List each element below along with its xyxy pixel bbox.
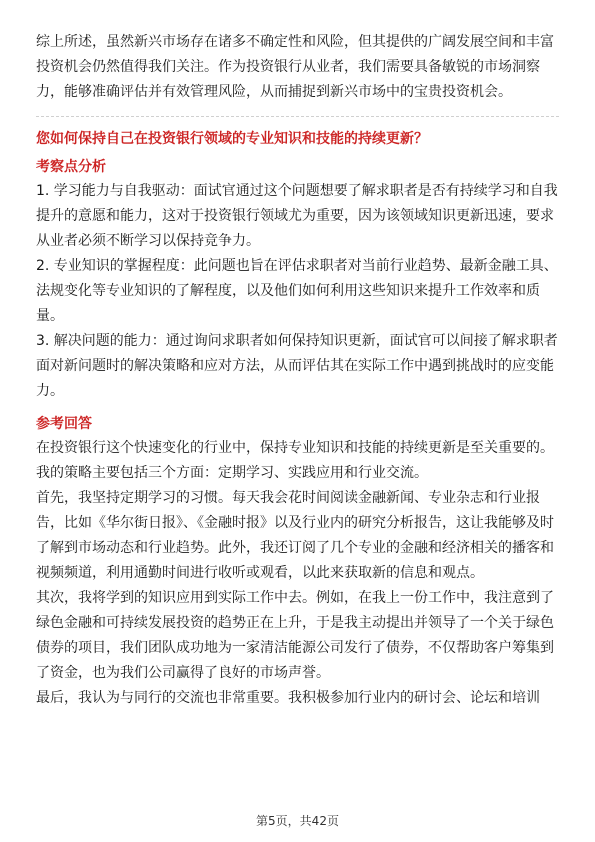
page-number: 第5页，共42页 — [256, 814, 339, 828]
question-title: 您如何保持自己在投资银行领域的专业知识和技能的持续更新？ — [36, 131, 428, 147]
analysis-heading: 考察点分析 — [36, 159, 106, 175]
answer-paragraph: 首先，我坚持定期学习的习惯。每天我会花时间阅读金融新闻、专业杂志和行业报告，比如《华尔街日报》、《金融时报》以及行业内的研究分析报告，这让我能够及时了解到市场动态和行业趋势。此外，我还订阅了几个专业的金融和经济相关的播客和视频频道，利用通勤时间进行收听或观看，以此来获取新的信息和观点。 — [36, 490, 554, 581]
analysis-point: 1. 学习能力与自我驱动：面试官通过这个问题想要了解求职者是否有持续学习和自我提升的意愿和能力，这对于投资银行领域尤为重要，因为该领域知识更新迅速，要求从业者必须不断学习以保持竞争力。 — [36, 183, 558, 249]
section-divider — [36, 116, 559, 117]
analysis-point: 2. 专业知识的掌握程度：此问题也旨在评估求职者对当前行业趋势、最新金融工具、法规变化等专业知识的了解程度，以及他们如何利用这些知识来提升工作效率和质量。 — [36, 258, 558, 324]
answer-paragraph: 其次，我将学到的知识应用到实际工作中去。例如，在我上一份工作中，我注意到了绿色金融和可持续发展投资的趋势正在上升，于是我主动提出并领导了一个关于绿色债券的项目，我们团队成功地为一家清洁能源公司发行了债券，不仅帮助客户筹集到了资金，也为我们公司赢得了良好的市场声誉。 — [36, 590, 554, 681]
answer-paragraph: 最后，我认为与同行的交流也非常重要。我积极参加行业内的研讨会、论坛和培训 — [36, 690, 540, 706]
document-body — [36, 30, 559, 711]
analysis-point: 3. 解决问题的能力：通过询问求职者如何保持知识更新，面试官可以间接了解求职者面对新问题时的解决策略和应对方法，从而评估其在实际工作中遇到挑战时的应变能力。 — [36, 333, 558, 399]
answer-heading: 参考回答 — [36, 416, 92, 432]
intro-paragraph: 综上所述，虽然新兴市场存在诸多不确定性和风险，但其提供的广阔发展空间和丰富投资机会仍然值得我们关注。作为投资银行从业者，我们需要具备敏锐的市场洞察力，能够准确评估并有效管理风险，从而捕捉到新兴市场中的宝贵投资机会。 — [36, 34, 554, 100]
answer-paragraph: 在投资银行这个快速变化的行业中，保持专业知识和技能的持续更新是至关重要的。我的策略主要包括三个方面：定期学习、实践应用和行业交流。 — [36, 440, 554, 481]
